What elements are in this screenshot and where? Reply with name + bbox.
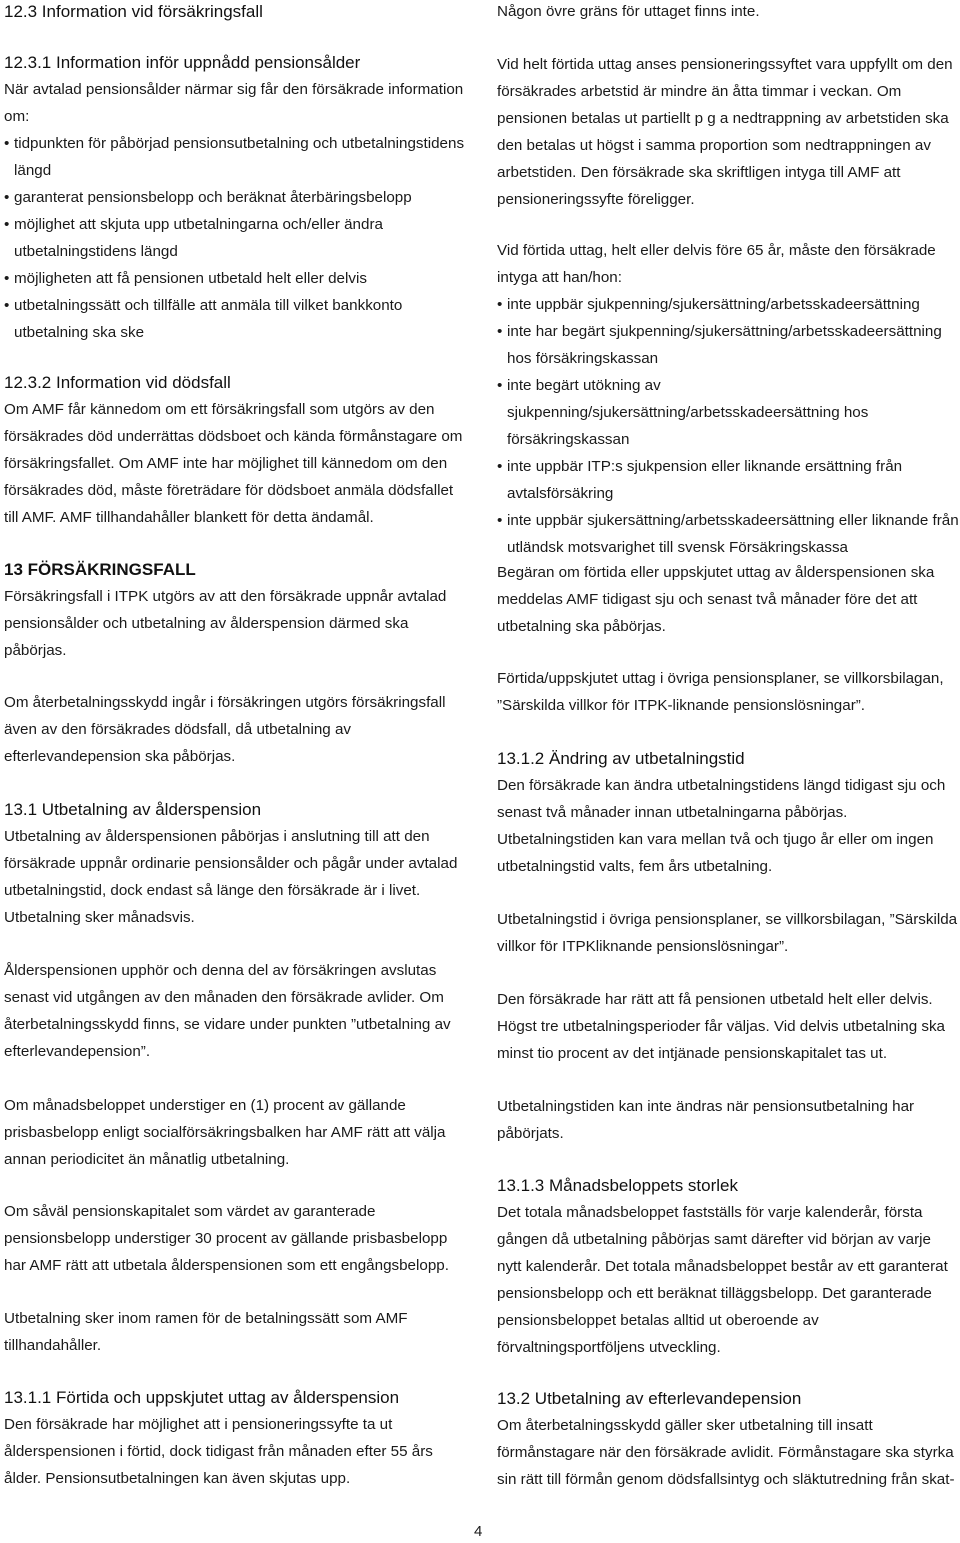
section-13-1-p5: Utbetalning sker inom ramen för de betalningssätt som AMF tillhandahåller. — [4, 1310, 408, 1354]
section-13-1-1-p1: Den försäkrade har möjlighet att i pensioneringssyfte ta ut ålderspensionen i förtid, dock tidigast från månaden efter 55 års ålder. Pensionsutbetalningen kan även skjutas upp. — [4, 1416, 433, 1487]
heading-12-3-2: 12.3.2 Information vid dödsfall — [4, 373, 231, 392]
section-13-1-2-p2: Utbetalningstid i övriga pensionsplaner, se villkorsbilagan, ”Särskilda villkor för ITPKliknande pensionslösningar”. — [497, 911, 958, 955]
right-p1: Vid helt förtida uttag anses pensioneringssyftet vara uppfyllt om den försäkrades arbetstid är mindre än åtta timmar i veckan. Om pensionen betalas ut partiellt p g a nedtrappning av arbetstiden ska den betalas ut högst i samma proportion som nedtrappningen av arbetstiden. Den försäkrade ska skriftligen intyga till AMF att pensioneringssyfte föreligger. — [497, 56, 953, 208]
section-12-3-1 — [4, 49, 469, 346]
section-13-1-2 — [497, 745, 959, 880]
section-13-2-p1: Om återbetalningsskydd gäller sker utbetalning till insatt förmånstagare när den försäkrade avlidit. Förmånstagare ska styrka sin rätt till förmån genom dödsfallsintyg och släktutredning från skat- — [497, 1417, 955, 1488]
heading-12-3: 12.3 Information vid försäkringsfall — [4, 2, 263, 21]
page-number: 4 — [474, 1523, 483, 1540]
section-13-p2: Om återbetalningsskydd ingår i försäkringen utgörs försäkringsfall även av den försäkrades dödsfall, då utbetalning av efterlevandepension ska påbörjas. — [4, 694, 446, 765]
heading-13-1-3: 13.1.3 Månadsbeloppets storlek — [497, 1176, 738, 1195]
section-12-3-2 — [4, 369, 469, 531]
section-13-1-3 — [497, 1172, 959, 1361]
list-item: • inte uppbär ITP:s sjukpension eller liknande ersättning från avtalsförsäkring — [497, 453, 959, 507]
intyg-list — [497, 291, 959, 561]
info-list — [4, 130, 469, 346]
right-p4: Förtida/uppskjutet uttag i övriga pensionsplaner, se villkorsbilagan, ”Särskilda villkor för ITPK-liknande pensionslösningar”. — [497, 670, 944, 714]
section-13-1-p1: Utbetalning av ålderspensionen påbörjas i anslutning till att den försäkrade uppnår ordinarie pensionsålder och pågår under avtalad utbetalningstid, dock endast så länge den försäkrade är i livet. Utbetalning sker månadsvis. — [4, 828, 458, 926]
section-13-1 — [4, 796, 469, 931]
right-p0: Någon övre gräns för uttaget finns inte. — [497, 3, 760, 20]
list-item: • utbetalningssätt och tillfälle att anmäla till vilket bankkonto utbetalning ska ske — [4, 292, 469, 346]
right-p2: Vid förtida uttag, helt eller delvis före 65 år, måste den försäkrade intyga att han/hon: — [497, 242, 936, 286]
list-item: • inte uppbär sjukpenning/sjukersättning/arbetsskadeersättning — [497, 291, 959, 318]
section-13-1-2-p3: Den försäkrade har rätt att få pensionen utbetald helt eller delvis. Högst tre utbetalningsperioder får väljas. Vid delvis utbetalning ska minst tio procent av det intjänade pensionskapitalet tas ut. — [497, 991, 946, 1062]
heading-13-1: 13.1 Utbetalning av ålderspension — [4, 800, 262, 819]
section-13 — [4, 556, 469, 664]
list-item: • tidpunkten för påbörjad pensionsutbetalning och utbetalningstidens längd — [4, 130, 469, 184]
heading-13-2: 13.2 Utbetalning av efterlevandepension — [497, 1389, 802, 1408]
list-item: • möjlighet att skjuta upp utbetalningarna och/eller ändra utbetalningstidens längd — [4, 211, 469, 265]
section-13-1-1 — [4, 1384, 469, 1492]
list-item: • inte har begärt sjukpenning/sjukersättning/arbetsskadeersättning hos försäkringskassan — [497, 318, 959, 372]
heading-12-3-1: 12.3.1 Information inför uppnådd pensionsålder — [4, 53, 361, 72]
section-13-1-2-p4: Utbetalningstiden kan inte ändras när pensionsutbetalning har påbörjats. — [497, 1098, 915, 1142]
section-13-1-2-p1: Den försäkrade kan ändra utbetalningstidens längd tidigast sju och senast två månader innan utbetalningarna påbörjas. Utbetalningstiden kan vara mellan två och tjugo år eller om ingen utbetalningstid valts, fem års utbetalning. — [497, 777, 946, 875]
list-item: • garanterat pensionsbelopp och beräknat återbäringsbelopp — [4, 184, 469, 211]
section-13-2 — [497, 1385, 959, 1493]
heading-13-1-2: 13.1.2 Ändring av utbetalningstid — [497, 749, 745, 768]
list-item: • inte uppbär sjukersättning/arbetsskadeersättning eller liknande från utländsk motsvarighet till svensk Försäkringskassa — [497, 507, 959, 561]
section-13-1-p4: Om såväl pensionskapitalet som värdet av garanterade pensionsbelopp understiger 30 procent av gällande prisbasbelopp har AMF rätt att utbetala ålderspensionen som ett engångsbelopp. — [4, 1203, 449, 1274]
section-13-1-p2: Ålderspensionen upphör och denna del av försäkringen avslutas senast vid utgången av den månaden den försäkrade avlider. Om återbetalningsskydd finns, se vidare under punkten ”utbetalning av efterlevandepension”. — [4, 962, 451, 1060]
section-13-1-3-p1: Det totala månadsbeloppet fastställs för varje kalenderår, första gången då utbetalning påbörjas samt därefter vid början av varje nytt kalenderår. Det totala månadsbeloppet består av ett garanterat pensionsbelopp och ett beräknat tilläggsbelopp. Det garanterade pensionsbeloppet betalas alltid ut oberoende av förvaltningsportföljens utveckling. — [497, 1204, 948, 1356]
list-item: • möjligheten att få pensionen utbetald helt eller delvis — [4, 265, 469, 292]
section-12-3-2-text: Om AMF får kännedom om ett försäkringsfall som utgörs av den försäkrades död underrättas dödsboet och kända förmånstagare om försäkringsfallet. Om AMF inte har möjlighet till kännedom om den försäkrades död, måste företrädare för dödsboet anmäla dödsfallet till AMF. AMF tillhandahåller blankett för detta ändamål. — [4, 401, 463, 526]
heading-13: 13 FÖRSÄKRINGSFALL — [4, 560, 196, 579]
heading-13-1-1: 13.1.1 Förtida och uppskjutet uttag av ålderspension — [4, 1388, 400, 1407]
section-13-1-p3: Om månadsbeloppet understiger en (1) procent av gällande prisbasbelopp enligt socialförsäkringsbalken har AMF rätt att välja annan periodicitet än månatlig utbetalning. — [4, 1097, 446, 1168]
section-13-p1: Försäkringsfall i ITPK utgörs av att den försäkrade uppnår avtalad pensionsålder och utbetalning av ålderspension därmed ska påbörjas. — [4, 588, 447, 659]
list-item: • inte begärt utökning av sjukpenning/sjukersättning/arbetsskadeersättning hos försäkringskassan — [497, 372, 959, 453]
right-p3: Begäran om förtida eller uppskjutet uttag av ålderspensionen ska meddelas AMF tidigast sju och senast två månader före det att utbetalning ska påbörjas. — [497, 564, 935, 635]
section-12-3-1-intro: När avtalad pensionsålder närmar sig får den försäkrade information om: — [4, 81, 464, 125]
